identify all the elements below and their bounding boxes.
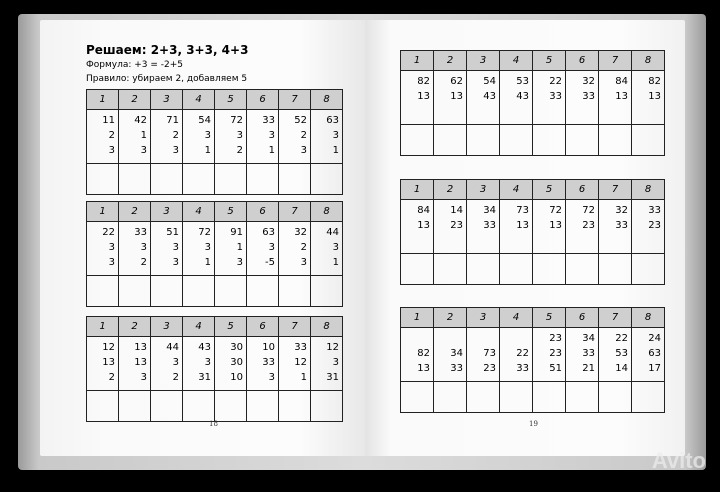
number-value: -5 xyxy=(265,257,275,268)
answer-cell xyxy=(500,382,533,413)
column-header: 8 xyxy=(311,317,343,337)
column-header: 4 xyxy=(183,317,215,337)
column-header: 2 xyxy=(119,317,151,337)
answer-cell xyxy=(401,382,434,413)
number-cell xyxy=(87,337,119,391)
column-header: 5 xyxy=(533,51,566,71)
number-cell xyxy=(279,110,311,164)
number-value: 2 xyxy=(140,257,147,268)
answer-cell xyxy=(151,164,183,195)
answer-cell xyxy=(247,276,279,307)
number-value xyxy=(467,331,496,346)
number-value: 2 xyxy=(300,242,307,253)
column-header: 6 xyxy=(566,180,599,200)
number-cell xyxy=(401,200,434,254)
number-value: 53 xyxy=(516,76,529,87)
number-value: 44 xyxy=(326,227,339,238)
number-cell xyxy=(632,200,665,254)
number-cell xyxy=(279,337,311,391)
number-cell xyxy=(215,337,247,391)
number-cell xyxy=(215,110,247,164)
number-value: 33 xyxy=(516,363,529,374)
number-value xyxy=(401,331,430,346)
number-cell xyxy=(500,200,533,254)
number-value: 30 xyxy=(230,357,243,368)
answer-cell xyxy=(119,391,151,422)
page-number-left: 18 xyxy=(209,420,218,428)
number-value: 3 xyxy=(108,257,115,268)
number-cell xyxy=(151,222,183,276)
page-number-right: 19 xyxy=(529,420,538,428)
number-value: 32 xyxy=(294,227,307,238)
column-header: 3 xyxy=(151,90,183,110)
number-cell xyxy=(401,328,434,382)
column-header: 6 xyxy=(247,90,279,110)
answer-cell xyxy=(566,382,599,413)
number-value: 13 xyxy=(134,357,147,368)
number-value: 1 xyxy=(204,257,211,268)
column-header: 3 xyxy=(467,308,500,328)
number-value: 71 xyxy=(166,115,179,126)
number-cell xyxy=(434,200,467,254)
number-value: 1 xyxy=(268,145,275,156)
number-cell xyxy=(119,110,151,164)
number-value: 33 xyxy=(648,205,661,216)
number-cell xyxy=(311,222,343,276)
number-value: 13 xyxy=(648,91,661,102)
left-exercise-table-1 xyxy=(86,89,343,195)
column-header: 7 xyxy=(599,180,632,200)
number-value: 2 xyxy=(300,130,307,141)
column-header: 8 xyxy=(311,202,343,222)
number-cell xyxy=(632,71,665,125)
number-value: 33 xyxy=(483,220,496,231)
number-value: 34 xyxy=(450,348,463,359)
answer-cell xyxy=(401,125,434,156)
answer-cell xyxy=(87,391,119,422)
number-value: 31 xyxy=(198,372,211,383)
number-value: 73 xyxy=(483,348,496,359)
number-cell xyxy=(632,328,665,382)
number-value: 14 xyxy=(450,205,463,216)
answer-cell xyxy=(566,125,599,156)
number-value: 34 xyxy=(582,333,595,344)
number-value: 3 xyxy=(268,242,275,253)
column-header: 3 xyxy=(151,317,183,337)
answer-cell xyxy=(87,164,119,195)
number-value: 3 xyxy=(172,257,179,268)
rule-line: Правило: убираем 2, добавляем 5 xyxy=(86,74,248,84)
avito-watermark: Avito xyxy=(651,448,706,473)
right-exercise-table-2 xyxy=(400,179,665,285)
column-header: 1 xyxy=(401,51,434,71)
number-value: 33 xyxy=(262,357,275,368)
number-value: 1 xyxy=(204,145,211,156)
number-value: 33 xyxy=(294,342,307,353)
number-value: 1 xyxy=(332,145,339,156)
number-value: 11 xyxy=(102,115,115,126)
answer-cell xyxy=(401,254,434,285)
right-exercise-table-3 xyxy=(400,307,665,413)
number-value: 13 xyxy=(417,363,430,374)
number-value: 3 xyxy=(300,145,307,156)
number-value: 14 xyxy=(615,363,628,374)
number-cell xyxy=(434,71,467,125)
number-value: 13 xyxy=(134,342,147,353)
number-value: 3 xyxy=(204,130,211,141)
number-value: 3 xyxy=(172,357,179,368)
answer-cell xyxy=(119,276,151,307)
answer-cell xyxy=(311,164,343,195)
number-cell xyxy=(151,110,183,164)
number-value: 3 xyxy=(204,242,211,253)
number-value: 72 xyxy=(582,205,595,216)
answer-cell xyxy=(183,164,215,195)
number-value: 62 xyxy=(450,76,463,87)
number-value: 13 xyxy=(516,220,529,231)
number-value: 24 xyxy=(648,333,661,344)
number-value: 72 xyxy=(549,205,562,216)
number-cell xyxy=(279,222,311,276)
number-value: 13 xyxy=(450,91,463,102)
number-value: 31 xyxy=(326,372,339,383)
number-value: 1 xyxy=(140,130,147,141)
number-value: 21 xyxy=(582,363,595,374)
column-header: 4 xyxy=(500,308,533,328)
column-header: 2 xyxy=(119,202,151,222)
column-header: 3 xyxy=(467,180,500,200)
number-value: 32 xyxy=(582,76,595,87)
number-cell xyxy=(533,71,566,125)
column-header: 6 xyxy=(247,202,279,222)
column-header: 4 xyxy=(183,202,215,222)
column-header: 5 xyxy=(215,317,247,337)
formula-line: Формула: +3 = -2+5 xyxy=(86,60,184,70)
number-value: 3 xyxy=(108,242,115,253)
number-value: 3 xyxy=(236,130,243,141)
number-value: 23 xyxy=(582,220,595,231)
number-cell xyxy=(533,328,566,382)
number-value: 32 xyxy=(615,205,628,216)
answer-cell xyxy=(500,254,533,285)
column-header: 5 xyxy=(215,202,247,222)
number-cell xyxy=(183,110,215,164)
number-value: 44 xyxy=(166,342,179,353)
number-value: 13 xyxy=(417,91,430,102)
answer-cell xyxy=(632,125,665,156)
number-value: 51 xyxy=(549,363,562,374)
number-value: 51 xyxy=(166,227,179,238)
number-value: 2 xyxy=(172,130,179,141)
number-value: 3 xyxy=(172,242,179,253)
column-header: 2 xyxy=(119,90,151,110)
column-header: 7 xyxy=(599,51,632,71)
column-header: 6 xyxy=(247,317,279,337)
number-value xyxy=(500,331,529,346)
number-value: 3 xyxy=(300,257,307,268)
number-cell xyxy=(311,337,343,391)
number-value: 33 xyxy=(262,115,275,126)
answer-cell xyxy=(183,391,215,422)
number-value: 52 xyxy=(294,115,307,126)
number-cell xyxy=(500,71,533,125)
number-value: 22 xyxy=(549,76,562,87)
answer-cell xyxy=(151,391,183,422)
number-value: 2 xyxy=(236,145,243,156)
number-value: 54 xyxy=(198,115,211,126)
number-value: 23 xyxy=(549,333,562,344)
right-exercise-table-1 xyxy=(400,50,665,156)
number-value: 12 xyxy=(294,357,307,368)
column-header: 2 xyxy=(434,308,467,328)
number-value: 23 xyxy=(648,220,661,231)
number-cell xyxy=(87,110,119,164)
answer-cell xyxy=(215,276,247,307)
answer-cell xyxy=(533,125,566,156)
number-value: 30 xyxy=(230,342,243,353)
number-value: 73 xyxy=(516,205,529,216)
number-value: 33 xyxy=(134,227,147,238)
column-header: 1 xyxy=(401,180,434,200)
column-header: 5 xyxy=(533,180,566,200)
answer-cell xyxy=(119,164,151,195)
answer-cell xyxy=(87,276,119,307)
answer-cell xyxy=(279,164,311,195)
answer-cell xyxy=(311,391,343,422)
number-cell xyxy=(183,222,215,276)
answer-cell xyxy=(533,382,566,413)
column-header: 3 xyxy=(467,51,500,71)
answer-cell xyxy=(279,276,311,307)
number-cell xyxy=(566,328,599,382)
column-header: 3 xyxy=(151,202,183,222)
number-cell xyxy=(247,110,279,164)
number-value: 43 xyxy=(483,91,496,102)
column-header: 2 xyxy=(434,180,467,200)
number-value: 3 xyxy=(108,145,115,156)
answer-cell xyxy=(215,164,247,195)
number-cell xyxy=(533,200,566,254)
number-value: 2 xyxy=(172,372,179,383)
number-value: 42 xyxy=(134,115,147,126)
answer-cell xyxy=(467,382,500,413)
number-value: 3 xyxy=(172,145,179,156)
column-header: 8 xyxy=(632,308,665,328)
number-value: 33 xyxy=(549,91,562,102)
answer-cell xyxy=(215,391,247,422)
number-value: 2 xyxy=(108,372,115,383)
number-value: 72 xyxy=(198,227,211,238)
column-header: 8 xyxy=(632,51,665,71)
column-header: 8 xyxy=(311,90,343,110)
answer-cell xyxy=(500,125,533,156)
number-value: 12 xyxy=(102,342,115,353)
number-cell xyxy=(183,337,215,391)
number-cell xyxy=(599,328,632,382)
left-exercise-table-2 xyxy=(86,201,343,307)
number-value: 53 xyxy=(615,348,628,359)
number-value: 84 xyxy=(417,205,430,216)
number-value: 12 xyxy=(326,342,339,353)
number-cell xyxy=(467,328,500,382)
number-value: 82 xyxy=(417,348,430,359)
page-heading: Решаем: 2+3, 3+3, 4+3 xyxy=(86,43,249,57)
number-cell xyxy=(119,222,151,276)
number-value: 33 xyxy=(582,91,595,102)
number-cell xyxy=(119,337,151,391)
number-cell xyxy=(599,71,632,125)
column-header: 4 xyxy=(500,51,533,71)
number-value: 13 xyxy=(417,220,430,231)
answer-cell xyxy=(434,382,467,413)
number-cell xyxy=(500,328,533,382)
number-value: 82 xyxy=(417,76,430,87)
answer-cell xyxy=(566,254,599,285)
answer-cell xyxy=(632,254,665,285)
number-value: 43 xyxy=(198,342,211,353)
answer-cell xyxy=(247,391,279,422)
number-value: 23 xyxy=(450,220,463,231)
number-cell xyxy=(599,200,632,254)
column-header: 1 xyxy=(87,317,119,337)
number-value: 43 xyxy=(516,91,529,102)
number-cell xyxy=(467,200,500,254)
number-value: 84 xyxy=(615,76,628,87)
number-value: 91 xyxy=(230,227,243,238)
number-cell xyxy=(87,222,119,276)
answer-cell xyxy=(183,276,215,307)
number-value: 22 xyxy=(516,348,529,359)
number-value: 23 xyxy=(549,348,562,359)
answer-cell xyxy=(599,254,632,285)
number-value: 3 xyxy=(140,145,147,156)
number-value: 3 xyxy=(268,372,275,383)
number-value: 1 xyxy=(332,257,339,268)
number-value: 3 xyxy=(268,130,275,141)
number-value: 13 xyxy=(549,220,562,231)
answer-cell xyxy=(151,276,183,307)
number-value: 33 xyxy=(615,220,628,231)
answer-cell xyxy=(311,276,343,307)
column-header: 7 xyxy=(279,317,311,337)
number-cell xyxy=(566,200,599,254)
answer-cell xyxy=(434,125,467,156)
number-cell xyxy=(247,337,279,391)
answer-cell xyxy=(533,254,566,285)
number-value: 22 xyxy=(102,227,115,238)
number-value: 23 xyxy=(483,363,496,374)
number-value: 22 xyxy=(615,333,628,344)
column-header: 1 xyxy=(87,90,119,110)
number-value: 63 xyxy=(262,227,275,238)
number-cell xyxy=(215,222,247,276)
number-cell xyxy=(566,71,599,125)
number-value: 3 xyxy=(140,242,147,253)
number-value: 13 xyxy=(615,91,628,102)
number-value: 2 xyxy=(108,130,115,141)
column-header: 7 xyxy=(279,90,311,110)
column-header: 7 xyxy=(599,308,632,328)
column-header: 4 xyxy=(500,180,533,200)
number-value: 3 xyxy=(332,242,339,253)
column-header: 7 xyxy=(279,202,311,222)
number-value: 10 xyxy=(262,342,275,353)
number-cell xyxy=(151,337,183,391)
answer-cell xyxy=(279,391,311,422)
number-value: 3 xyxy=(204,357,211,368)
number-value: 63 xyxy=(648,348,661,359)
number-value: 34 xyxy=(483,205,496,216)
number-value: 63 xyxy=(326,115,339,126)
number-value: 17 xyxy=(648,363,661,374)
column-header: 6 xyxy=(566,51,599,71)
number-value: 33 xyxy=(582,348,595,359)
answer-cell xyxy=(632,382,665,413)
number-value: 1 xyxy=(300,372,307,383)
number-cell xyxy=(434,328,467,382)
number-value: 54 xyxy=(483,76,496,87)
number-value xyxy=(434,331,463,346)
answer-cell xyxy=(247,164,279,195)
left-exercise-table-3 xyxy=(86,316,343,422)
number-value: 10 xyxy=(230,372,243,383)
number-cell xyxy=(247,222,279,276)
answer-cell xyxy=(467,254,500,285)
number-value: 3 xyxy=(332,357,339,368)
number-value: 3 xyxy=(236,257,243,268)
number-value: 33 xyxy=(450,363,463,374)
column-header: 1 xyxy=(87,202,119,222)
number-value: 3 xyxy=(140,372,147,383)
column-header: 4 xyxy=(183,90,215,110)
number-value: 13 xyxy=(102,357,115,368)
column-header: 5 xyxy=(215,90,247,110)
column-header: 6 xyxy=(566,308,599,328)
answer-cell xyxy=(467,125,500,156)
number-value: 72 xyxy=(230,115,243,126)
answer-cell xyxy=(599,382,632,413)
number-value: 3 xyxy=(332,130,339,141)
answer-cell xyxy=(434,254,467,285)
number-cell xyxy=(467,71,500,125)
column-header: 5 xyxy=(533,308,566,328)
number-value: 82 xyxy=(648,76,661,87)
answer-cell xyxy=(599,125,632,156)
column-header: 2 xyxy=(434,51,467,71)
number-value: 1 xyxy=(236,242,243,253)
column-header: 8 xyxy=(632,180,665,200)
column-header: 1 xyxy=(401,308,434,328)
number-cell xyxy=(401,71,434,125)
number-cell xyxy=(311,110,343,164)
